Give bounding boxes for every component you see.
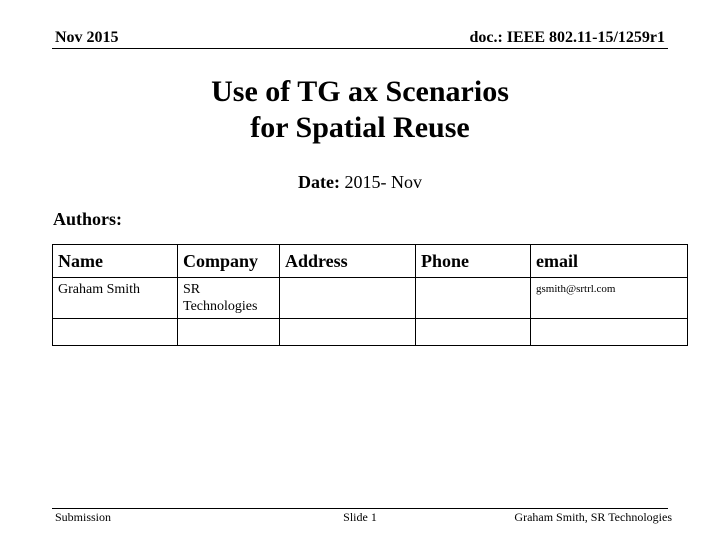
column-header-address: Address — [280, 245, 416, 278]
footer-divider — [52, 508, 668, 509]
author-name-cell — [53, 319, 178, 346]
date-field — [0, 172, 720, 193]
header-doc-id: doc.: IEEE 802.11-15/1259r1 — [469, 29, 665, 46]
header-divider — [52, 48, 668, 49]
footer-author: Graham Smith, SR Technologies — [514, 510, 672, 524]
table-header-row — [53, 245, 688, 278]
author-email-cell: gsmith@srtrl.com — [531, 278, 688, 319]
authors-table — [52, 244, 688, 346]
date-value: 2015- Nov — [344, 172, 422, 192]
table-row — [53, 278, 688, 319]
date-label: Date: — [298, 172, 340, 192]
column-header-name: Name — [53, 245, 178, 278]
column-header-phone: Phone — [416, 245, 531, 278]
table-row — [53, 319, 688, 346]
slide-title — [0, 74, 720, 146]
author-company-cell — [178, 319, 280, 346]
footer-submission: Submission — [55, 510, 112, 524]
author-phone-cell — [416, 319, 531, 346]
author-phone-cell — [416, 278, 531, 319]
slide-title-line-1: Use of TG ax Scenarios — [211, 75, 509, 108]
author-company-cell: SR Technologies — [178, 278, 280, 319]
author-address-cell — [280, 319, 416, 346]
slide-title-line-2: for Spatial Reuse — [250, 111, 470, 144]
column-header-email: email — [531, 245, 688, 278]
column-header-company: Company — [178, 245, 280, 278]
author-name-cell: Graham Smith — [53, 278, 178, 319]
authors-label: Authors: — [53, 209, 123, 229]
author-email-cell — [531, 319, 688, 346]
footer-slide-number: Slide 1 — [343, 510, 377, 524]
author-address-cell — [280, 278, 416, 319]
header-date: Nov 2015 — [55, 29, 119, 46]
